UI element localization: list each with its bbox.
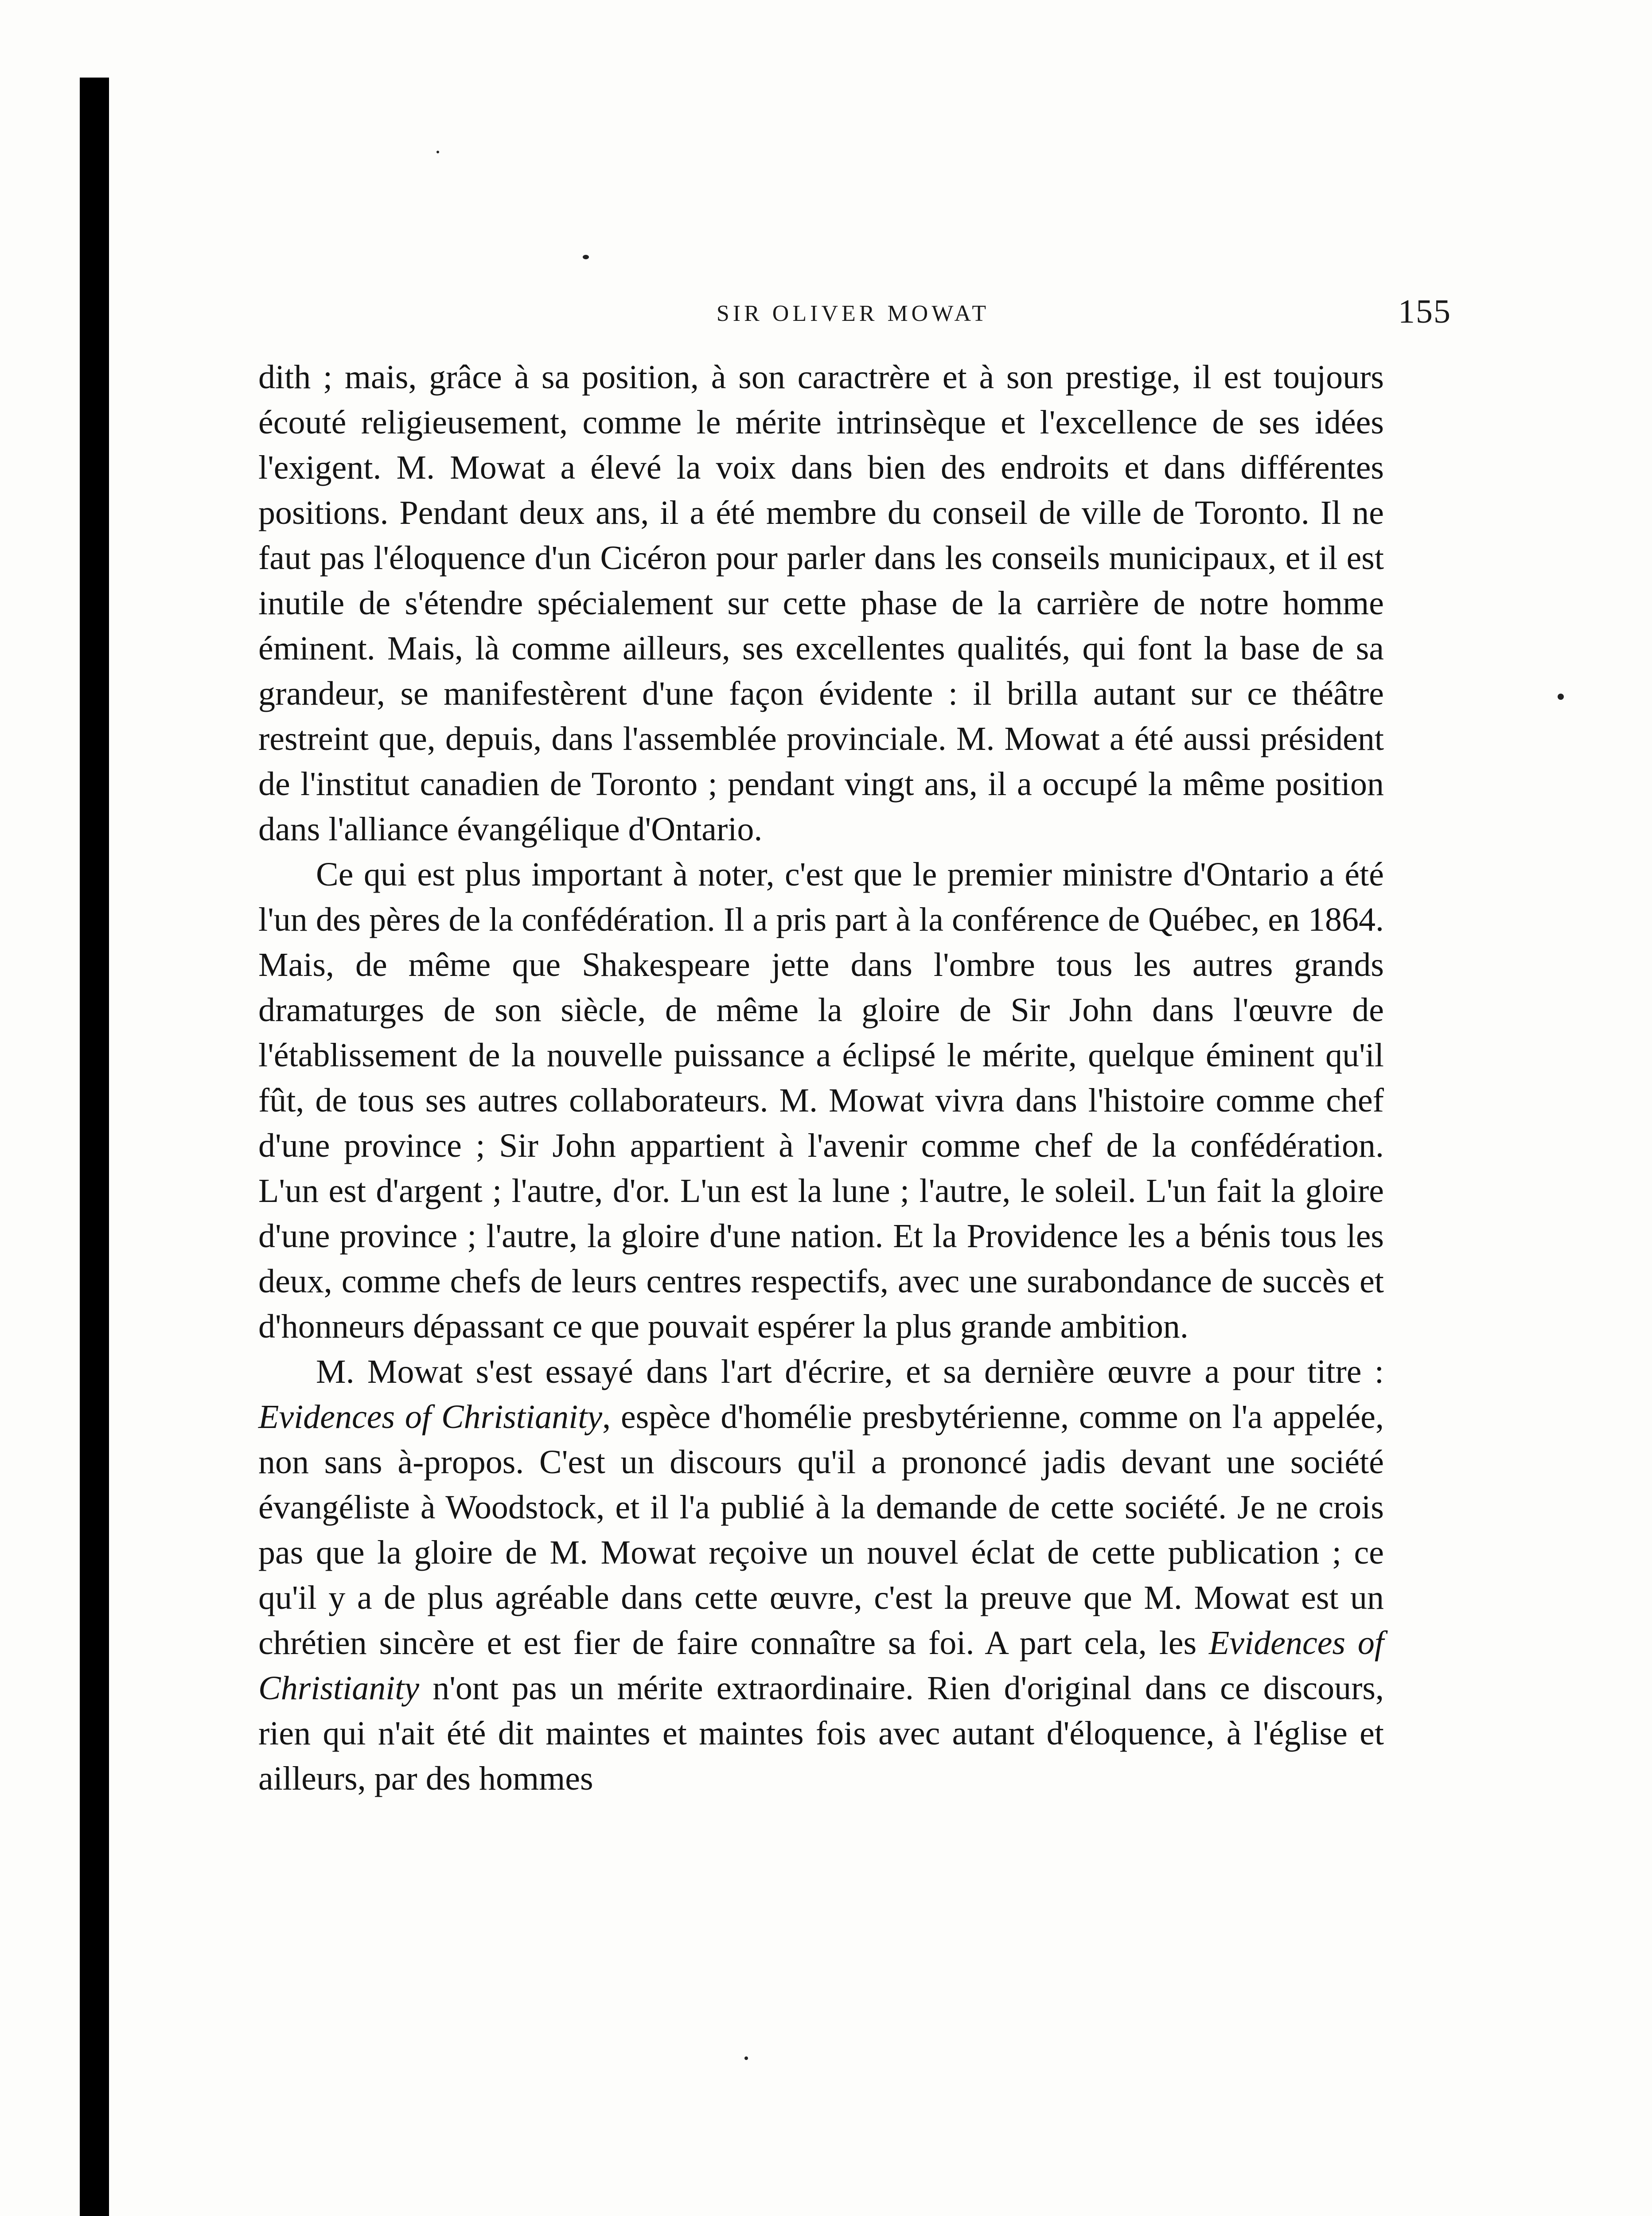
running-head — [255, 293, 1451, 337]
scan-speck — [436, 151, 439, 153]
scan-speck — [744, 2056, 748, 2060]
running-title: SIR OLIVER MOWAT — [716, 301, 990, 326]
binding-shadow — [80, 78, 109, 2216]
page-number: 155 — [1398, 293, 1451, 330]
scan-speck — [1558, 694, 1564, 700]
paragraph-3-text-before: M. Mowat s'est essayé dans l'art d'écrire, et sa dernière œuvre a pour titre : — [316, 1353, 1384, 1390]
paragraph-3-text-after: n'ont pas un mérite extraordinaire. Rien d'original dans ce discours, rien qui n'ait été dit maintes et maintes fois avec autant d'éloquence, à l'église et ailleurs, par des hommes — [258, 1670, 1384, 1797]
book-title-italic: Evidences of Christianity — [258, 1398, 603, 1436]
body-text — [258, 355, 1384, 1801]
paragraph-1: dith ; mais, grâce à sa position, à son caractrère et à son prestige, il est toujours écouté religieusement, comme le mérite intrinsèque et l'excellence de ses idées l'exigent. M. Mowat a élevé la voix dans bien des endroits et dans différentes positions. Pendant deux ans, il a été membre du conseil de ville de Toronto. Il ne faut pas l'éloquence d'un Cicéron pour parler dans les conseils municipaux, et il est inutile de s'étendre spécialement sur cette phase de la carrière de notre homme éminent. Mais, là comme ailleurs, ses excellentes qualités, qui font la base de sa grandeur, se manifestèrent d'une façon évidente : il brilla autant sur ce théâtre restreint que, depuis, dans l'assemblée provinciale. M. Mowat a été aussi président de l'institut canadien de Toronto ; pendant vingt ans, il a occupé la même position dans l'alliance évangélique d'Ontario. — [258, 359, 1384, 848]
scan-speck — [583, 255, 589, 259]
paragraph-3-text-middle: , espèce d'homélie presbytérienne, comme on l'a appelée, non sans à-propos. C'est un discours qu'il a prononcé jadis devant une société évangéliste à Woodstock, et il l'a publié à la demande de cette société. Je ne crois pas que la gloire de M. Mowat reçoive un nouvel éclat de cette publication ; ce qu'il y a de plus agréable dans cette œuvre, c'est la preuve que M. Mowat est un chrétien sincère et est fier de faire connaître sa foi. A part cela, les — [258, 1398, 1384, 1662]
book-title-italic: Evidences of Christianity — [258, 1624, 1384, 1707]
paragraph-3 — [258, 1349, 1384, 1801]
paragraph-2: Ce qui est plus important à noter, c'est que le premier ministre d'Ontario a été l'un des pères de la confédération. Il a pris part à la conférence de Québec, en 1864. Mais, de même que Shakespeare jette dans l'ombre tous les autres grands dramaturges de son siècle, de même la gloire de Sir John dans l'œuvre de l'établissement de la nouvelle puissance a éclipsé le mérite, quelque éminent qu'il fût, de tous ses autres collaborateurs. M. Mowat vivra dans l'histoire comme chef d'une province ; Sir John appartient à l'avenir comme chef de la confédération. L'un est d'argent ; l'autre, d'or. L'un est la lune ; l'autre, le soleil. L'un fait la gloire d'une province ; l'autre, la gloire d'une nation. Et la Providence les a bénis tous les deux, comme chefs de leurs centres respectifs, avec une surabondance de succès et d'honneurs dépassant ce que pouvait espérer la plus grande ambition. — [258, 856, 1384, 1345]
